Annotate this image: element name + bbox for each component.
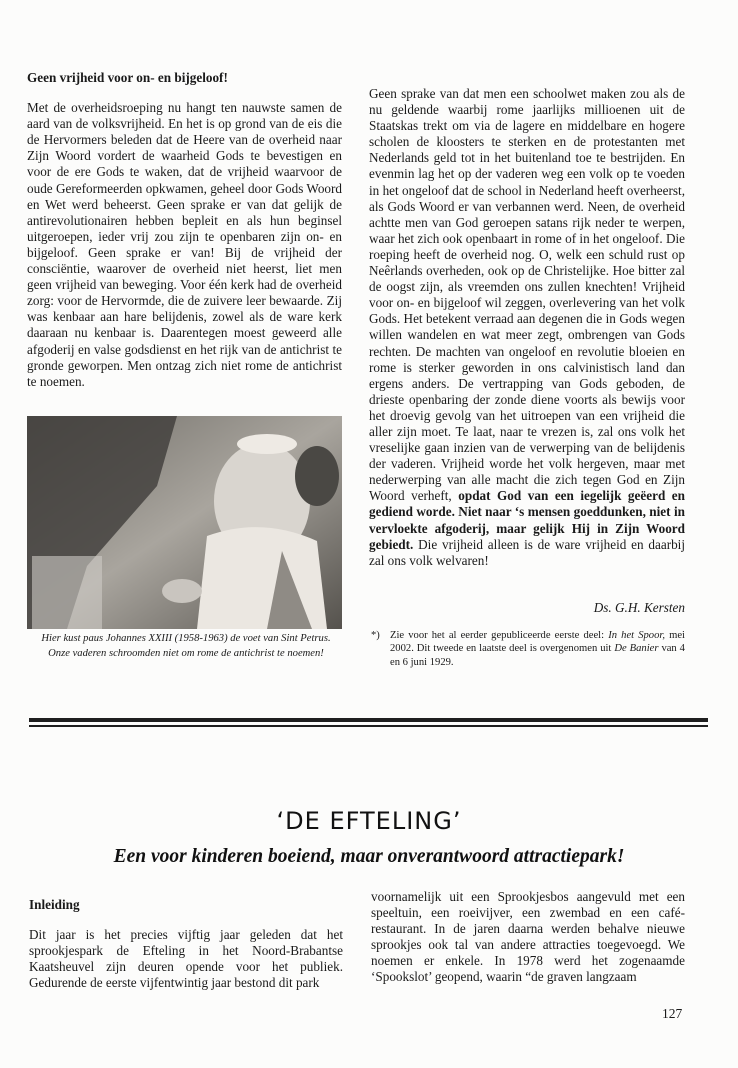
footnote-text-1: Zie voor het al eerder gepubliceerde eerste deel:	[390, 630, 605, 641]
right-paragraph-end: Die vrijheid alleen is de ware vrijheid en daarbij zal ons volk welvaren!	[369, 536, 686, 568]
article2-left-column	[29, 897, 343, 991]
footnote	[371, 629, 685, 669]
article1-heading: Geen vrijheid voor on- en bijgeloof!	[27, 70, 228, 85]
pope-photo	[27, 416, 342, 629]
section-divider-thick	[29, 718, 708, 722]
article1-right-column	[369, 86, 685, 569]
photo-caption: Hier kust paus Johannes XXIII (1958-1963) de voet van Sint Petrus. Onze vaderen schroomden niet om rome de antichrist te noemen!	[41, 633, 331, 659]
footnote-mark: *)	[371, 630, 380, 641]
page-number: 127	[662, 1006, 683, 1021]
right-paragraph-bold: opdat God van een iegelijk geëerd en gediend worde. Niet naar ‘s mensen goeddunken, niet in vervloekte afgoderij, maar gelijk Hij in Zijn Woord gebiedt.	[369, 488, 685, 552]
article2-section-heading: Inleiding	[29, 897, 80, 912]
footnote-source-2: De Banier	[614, 643, 659, 655]
footnote-text-3: van 4 en 6 juni 1929.	[390, 643, 685, 668]
article2-right-column	[371, 889, 685, 986]
section-divider-thin	[29, 725, 708, 727]
article2-right-paragraph: voornamelijk uit een Sprookjesbos aangevuld met een speeltuin, een roeivijver, een zwembad en een café-restaurant. In de jaren daarna werden behalve nieuwe sprookjes ook tal van andere attracties toegevoegd. We noemen er enkele. In 1978 werd het zogenaamde ‘Spookslot’ geopend, waarin “de graven langzaam	[371, 889, 685, 985]
article2-left-paragraph: Dit jaar is het precies vijftig jaar geleden dat het sprookjespark de Efteling in het Noord-Brabantse Kaatsheuvel zijn deuren opende voor het publiek. Gedurende de eerste vijfentwintig jaar bestond dit park	[29, 927, 343, 991]
footnote-text-2: mei 2002. Dit tweede en laatste deel is overgenomen uit	[390, 630, 685, 655]
footnote-source-1: In het Spoor,	[608, 630, 665, 641]
article2-title: ‘DE EFTELING’	[276, 807, 462, 835]
article1-left-paragraph: Met de overheidsroeping nu hangt ten nauwste samen de aard van de volksvrijheid. En het is op grond van de eis die de Hervormers beleden dat de Heere van de overheid naar Zijn Woord vordert de waarheid Gods te bevestigen en voor de ere Gods te waken, dat de vrijheid waarvoor de oude Gereformeerden opkwamen, geheel door Gods Woord en Wet werd beheerst. Geen sprake er van dat gelijk de antirevolutionairen hebben bepleit en als hun beginsel uitgeroepen, ieder vrij zou zijn te openbaren zijn on- en bijgeloof. Geen sprake er van! Bij de vrijheid der consciëntie, waarover de overheid niet heerst, liet men geen vrijheid van beweging. Voor één kerk had de overheid zorg: voor de Hervormde, die de zuivere leer bewaarde. Zij was kenbaar aan hare belijdenis, zowel als de ware kerk daaraan nu kenbaar is. Daarentegen moest geweerd alle afgoderij en valse godsdienst en het rijk van de antichrist te gronde geworpen. Men ontzag zich niet rome de antichrist te noemen.	[27, 100, 342, 389]
article1-right-paragraph	[369, 86, 685, 569]
article1-left-column	[27, 70, 342, 390]
right-paragraph-start: Geen sprake van dat men een schoolwet maken zou als de nu geldende waarbij rome jaarlijks millioenen uit de Staatskas trekt om via de lagere en middelbare en hogere scholen de kloosters te sterken en de protestanten met Nederlands geld tot in het buitenland toe te bestrijden. En evenmin lag het op der vaderen weg een volk op te voeden in het ongeloof dat de school in Nederland heeft overheerst, als Gods Woord er van verbannen werd. Neen, de overheid achtte men van God geroepen satans rijk neder te werpen, waar het zich ook openbaart in rome of in het ongeloof. Die roeping heeft de overheid nog. O, welk een schuld rust op Neêrlands overheden, ook op de Christelijke. Hoe bitter zal de oogst zijn, als vreemden ons zullen knechten! Vrijheid voor on- en bijgeloof wil zeggen, overlevering van het volk Gods. Het betekent verraad aan degenen die in Gods wegen willen wandelen en wat meer zegt, ombrengen van Gods rechten. De machten van ongeloof en revolutie bloeien en rome is sterker geworden in ons calvinistisch land dan ergens anders. De vertrapping van Gods geboden, de drieste openbaring der zonde diene voorts als bewijs voor het droevig gevolg van het uitroepen van een vrijheid die aller zijn moet. Te laat, naar te vrezen is, zal ons volk het vreselijke gaan inzien van de verwerping van de belijdenis der vaderen. Vrijheid worde het volk hergeven, maar met nederwerping van alle macht die zich tegen God en Zijn Woord verheft,	[369, 86, 685, 504]
author-signature: Ds. G.H. Kersten	[593, 600, 685, 615]
pope-kissing-statue-image	[27, 416, 342, 629]
footnote-text	[390, 629, 685, 669]
article2-subtitle: Een voor kinderen boeiend, maar onverantwoord attractiepark!	[113, 846, 625, 867]
